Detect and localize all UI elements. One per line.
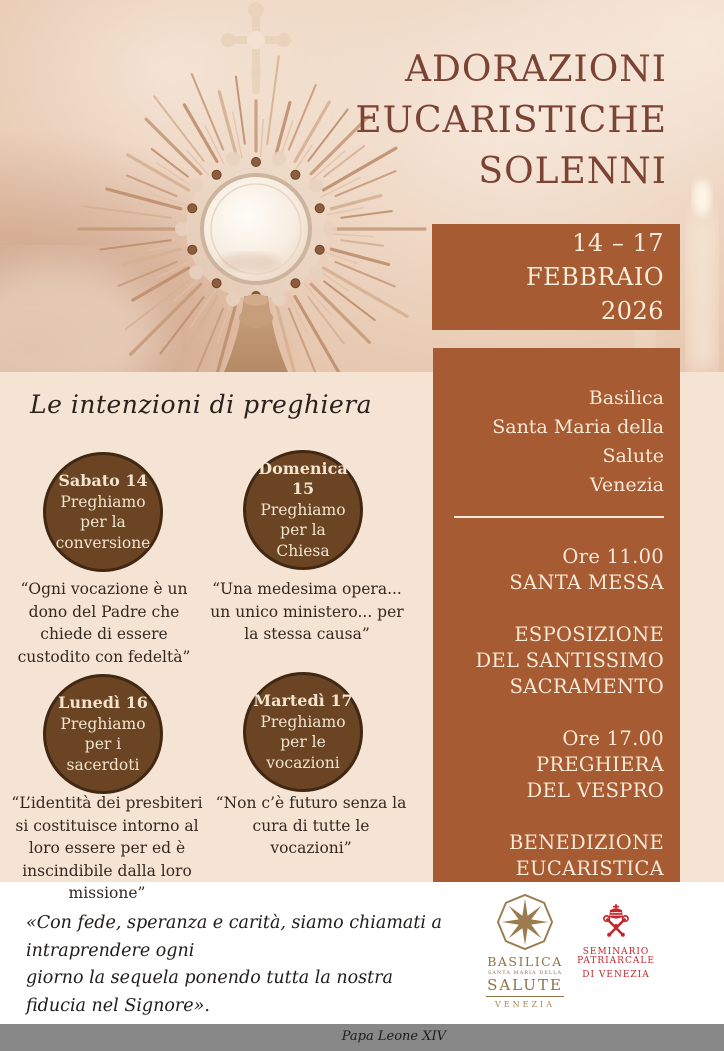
basilica-logo-text: SANTA MARIA DELLA — [487, 969, 563, 976]
intention-line: per i — [84, 735, 122, 753]
date-month: FEBBRAIO — [525, 263, 664, 291]
intention-line: per la — [280, 521, 326, 540]
date-badge — [432, 224, 680, 330]
venue-line: Basilica — [588, 387, 664, 409]
schedule-line: SACRAMENTO — [509, 675, 664, 698]
intention-line: conversione — [55, 533, 151, 552]
basilica-logo-text: BASILICA — [487, 954, 563, 969]
footer-quote — [26, 910, 446, 1051]
venue-block — [433, 384, 664, 500]
logo-rule — [486, 996, 564, 997]
schedule-line: DEL VESPRO — [526, 779, 664, 802]
schedule-line: SANTA MESSA — [509, 571, 664, 594]
intention-circle-monday — [43, 674, 163, 794]
intention-line: Preghiamo — [260, 500, 346, 519]
intention-day: Domenica 15 — [258, 458, 348, 499]
intention-day: Martedì 17 — [253, 691, 353, 710]
date-year: 2026 — [600, 297, 664, 325]
intention-day: Lunedì 16 — [58, 693, 148, 712]
schedule-line: Ore 11.00 — [562, 545, 664, 568]
intention-quote: “Una medesima opera... un unico ministero... per la stessa causa” — [210, 580, 404, 643]
intention-circle-tuesday — [243, 672, 363, 792]
venue-line: Santa Maria della Salute — [492, 416, 664, 467]
schedule-panel — [433, 348, 680, 882]
intention-line: Preghiamo — [60, 714, 146, 733]
poster-title — [355, 44, 667, 197]
schedule-line: BENEDIZIONE — [508, 831, 664, 854]
schedule-line: ESPOSIZIONE — [514, 623, 664, 646]
seminario-patriarcale-logo — [558, 904, 674, 980]
title-line: EUCARISTICHE — [355, 100, 667, 142]
seminario-logo-text: DI VENEZIA — [582, 970, 650, 980]
schedule-item-exposition — [433, 622, 664, 700]
octagon-star-icon — [496, 893, 554, 951]
intention-quote: “L’identità dei presbiteri si costituisce intorno al loro essere per ed è inscindibile dalla loro missione” — [11, 794, 203, 902]
intention-line: Chiesa — [276, 541, 330, 560]
intention-circle-saturday — [43, 452, 163, 572]
footer-quote-line: «Con fede, speranza e carità, siamo chiamati a intraprendere ogni — [26, 913, 442, 961]
schedule-line: EUCARISTICA — [515, 857, 664, 880]
intentions-heading: Le intenzioni di preghiera — [30, 390, 373, 419]
intention-day: Sabato 14 — [58, 471, 148, 490]
title-line: ADORAZIONI — [405, 49, 667, 90]
intention-circle-sunday — [243, 450, 363, 570]
basilica-logo-text: VENEZIA — [495, 999, 555, 1009]
basilica-salute-logo — [484, 893, 566, 1009]
schedule-item-mass — [433, 544, 664, 596]
intention-line: sacerdoti — [66, 755, 140, 774]
intention-line: per la — [80, 513, 126, 531]
intention-quote: “Ogni vocazione è un dono del Padre che chiede di essere custodito con fedeltà” — [17, 580, 191, 666]
schedule-line: PREGHIERA — [535, 753, 664, 776]
intention-line: Preghiamo — [260, 712, 346, 731]
intention-line: per le — [280, 733, 326, 751]
quote-attribution: Papa Leone XIV — [341, 1029, 446, 1044]
intention-quote: “Non c’è futuro senza la cura di tutte le vocazioni” — [215, 794, 407, 857]
schedule-line: DEL SANTISSIMO — [475, 649, 664, 672]
footer-quote-line: giorno la sequela ponendo tutta la nostra fiducia nel Signore». — [26, 968, 393, 1016]
intention-line: vocazioni — [266, 753, 340, 772]
schedule-item-benediction — [433, 830, 664, 882]
seminario-logo-text: SEMINARIO PATRIARCALE — [577, 947, 655, 966]
date-range: 14 – 17 — [572, 229, 664, 257]
basilica-logo-text: SALUTE — [487, 975, 563, 994]
schedule-item-vespers — [433, 726, 664, 804]
papal-insignia-icon — [599, 904, 633, 940]
title-line: SOLENNI — [478, 151, 667, 193]
schedule-line: Ore 17.00 — [562, 727, 664, 750]
divider-rule — [454, 516, 664, 518]
intention-line: Preghiamo — [60, 492, 146, 511]
venue-line: Venezia — [589, 474, 664, 496]
